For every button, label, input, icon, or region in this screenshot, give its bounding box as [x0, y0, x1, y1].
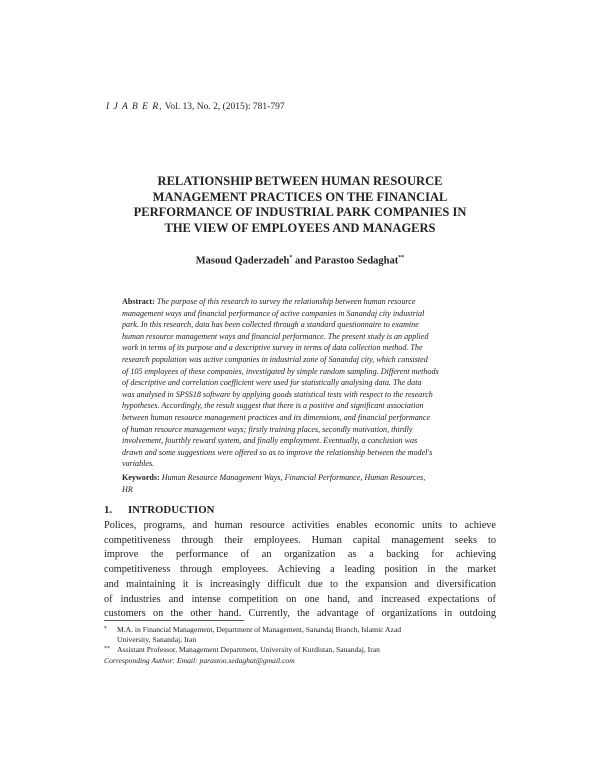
author-name: Parastoo Sedaghat [314, 255, 399, 267]
authors [100, 255, 500, 267]
title-line: MANAGEMENT PRACTICES ON THE FINANCIAL [152, 189, 448, 204]
running-head [106, 102, 285, 112]
footnote-text: Assistant Professor, Management Department, University of Kurdistan, Sanandaj, Iran [117, 645, 380, 655]
footnotes [104, 625, 498, 666]
footnote [104, 625, 498, 645]
footnote-text: M.A. in Financial Management, Department of Management, Sanandaj Branch, Islamic Azad [117, 625, 402, 634]
author-footnote-mark: * [289, 255, 293, 261]
abstract-line: variables. [122, 459, 155, 469]
abstract-line: of descriptive and correlation coefficient were used for statistically analysing data. The data [122, 378, 422, 388]
keywords-text: Human Resource Management Ways, Financial Performance, Human Resources, [159, 473, 426, 482]
title-line: THE VIEW OF EMPLOYEES AND MANAGERS [164, 220, 436, 235]
abstract-line: hypotheses. Accordingly, the result suggest that there is a positive and significant association [122, 401, 424, 411]
body-line: and maintaining it is increasingly difficult due to the expansion and diversification [104, 578, 496, 590]
body-line: competitiveness through employees. Achieving a leading position in the market [104, 564, 496, 576]
abstract-line: management ways and financial performance of active companies in Sanandaj city industrial [122, 308, 425, 318]
footnote-mark: * [104, 626, 107, 632]
keywords [122, 472, 480, 495]
journal-name: I J A B E R, [106, 102, 163, 112]
keywords-label: Keywords: [122, 473, 160, 482]
abstract-line: park. In this research, data has been collected through a standard questionnaire to examine [122, 320, 419, 330]
footnote [104, 645, 498, 655]
abstract-line: human resource management ways and financial performance. The present study is an applied [122, 331, 429, 341]
abstract-line: was analysed in SPSS18 software by applying goods statistical tests with respect to the research [122, 389, 433, 399]
body-line: customers on the other hand. Currently, the advantage of organizations in outdoing [104, 608, 496, 620]
footnote-text: University, Sanandaj, Iran [117, 635, 197, 645]
title-line: RELATIONSHIP BETWEEN HUMAN RESOURCE [157, 174, 443, 188]
title-line: PERFORMANCE OF INDUSTRIAL PARK COMPANIES IN [133, 205, 467, 219]
keywords-text: HR [122, 484, 133, 494]
abstract-line: research population was active companies in industrial zone of Sanandaj city, which consisted [122, 354, 428, 364]
author-footnote-mark: ** [398, 255, 405, 261]
abstract [122, 296, 480, 470]
body-paragraph [104, 519, 496, 622]
abstract-line: involvement, fourthly reward system, and finally employment. Eventually, a conclusion was [122, 436, 418, 446]
abstract-line: between human resource management practices and its dimensions, and financial performance [122, 412, 431, 422]
author-name: Masoud Qaderzadeh [195, 255, 290, 267]
body-line: of industries and intense competition on one hand, and increased expectations of [104, 593, 496, 605]
author-conjunction: and [292, 255, 315, 267]
abstract-line: of human resource management ways; firstly training places, secondly motivation, thirdly [122, 424, 413, 434]
abstract-line: of 105 employees of these companies, investigated by simple random sampling. Different methods [122, 366, 439, 376]
corresponding-author: Corresponding Author: Email: parastoo.sedaghat@gmail.com [104, 655, 295, 665]
section-number: 1. [104, 504, 113, 516]
body-line: competitiveness through their employees. Human capital management seeks to [104, 534, 496, 546]
journal-citation: Vol. 13, No. 2, (2015): 781-797 [162, 102, 285, 112]
abstract-line: The purpose of this research to survey the relationship between human resource [154, 297, 416, 306]
body-line: improve the performance of an organization as a backing for achieving [104, 549, 496, 561]
abstract-line: work in terms of its purpose and a descriptive survey in terms of data collection method. The [122, 343, 423, 353]
paper-title [100, 174, 500, 236]
abstract-line: drawn and some suggestions were offered so as to improve the relationship between the model's [122, 447, 433, 457]
footnote-mark: ** [104, 646, 110, 653]
abstract-label: Abstract: [122, 297, 155, 306]
section-title: INTRODUCTION [128, 504, 215, 516]
body-line: Polices, programs, and human resource activities enables economic units to achieve [104, 520, 496, 531]
footnote-divider [104, 620, 244, 621]
section-heading [104, 504, 214, 516]
